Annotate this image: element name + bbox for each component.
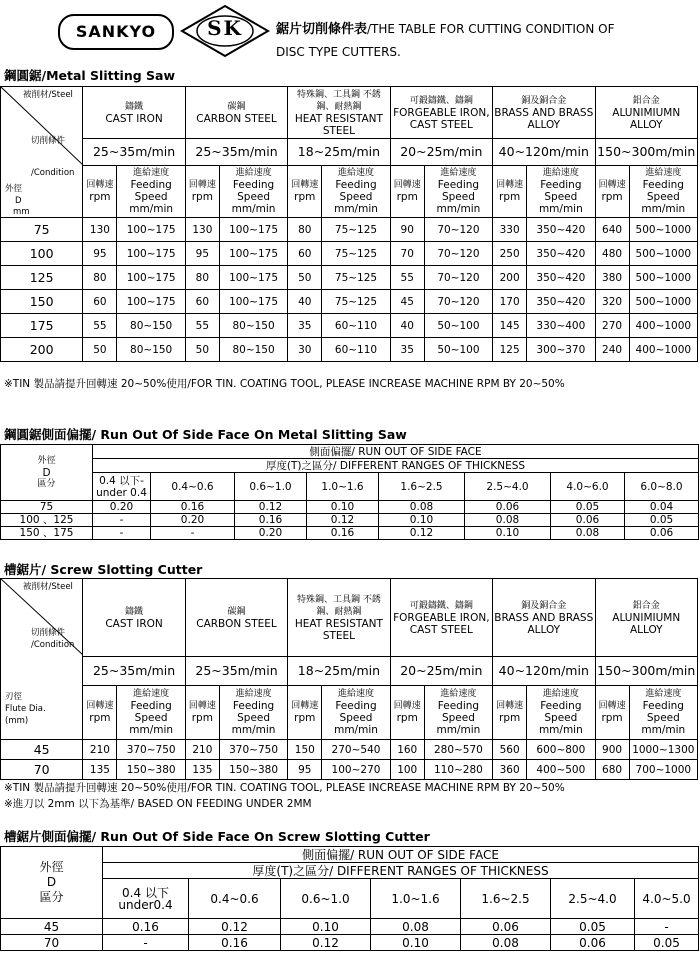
diameter-cell: 150 [1, 290, 83, 314]
table-row [1, 218, 698, 242]
runout-header: 側面偏擺/ RUN OUT OF SIDE FACE [103, 847, 699, 863]
cutting-speed: 18~25m/min [288, 657, 390, 685]
thickness-range: 6.0~8.0 [625, 473, 699, 501]
feed-header: 進給速度 Feeding Speed mm/min [527, 685, 595, 739]
rpm-header: 回轉速 rpm [595, 685, 629, 739]
value-cell: 70~120 [424, 242, 492, 266]
thickness-range: 0.4~0.6 [151, 473, 235, 501]
value-cell: 240 [595, 338, 629, 362]
runout-value: - [103, 935, 189, 951]
material-header: 鑄鐵 CAST IRON [83, 579, 185, 657]
feed-header: 進給速度 Feeding Speed mm/min [322, 685, 390, 739]
rpm-header: 回轉速 rpm [83, 165, 117, 217]
value-cell: 70 [390, 242, 424, 266]
runout-value: 0.08 [551, 527, 625, 540]
runout-value: 0.06 [461, 919, 551, 935]
value-cell: 680 [595, 760, 629, 780]
value-cell: 330~400 [527, 314, 595, 338]
value-cell: 80~150 [219, 338, 287, 362]
rpm-header: 回轉速 rpm [288, 685, 322, 739]
cutting-speed: 40~120m/min [493, 657, 595, 685]
runout-value: 0.04 [625, 501, 699, 514]
material-header: 鋁合金 ALUNIMIUMN ALLOY [595, 579, 698, 657]
value-cell: 350~420 [527, 266, 595, 290]
value-cell: 35 [390, 338, 424, 362]
diameter-cell: 70 [1, 760, 83, 780]
thickness-range: 0.4~0.6 [189, 879, 281, 919]
diameter-cell: 100 [1, 242, 83, 266]
value-cell: 70~120 [424, 266, 492, 290]
runout-value: 0.08 [379, 501, 465, 514]
value-cell: 280~570 [424, 740, 492, 760]
value-cell: 125 [493, 338, 527, 362]
value-cell: 70~120 [424, 218, 492, 242]
runout-value: 0.08 [371, 919, 461, 935]
value-cell: 75~125 [322, 266, 390, 290]
value-cell: 55 [390, 266, 424, 290]
runout-value: 0.10 [281, 919, 371, 935]
value-cell: 100~175 [117, 242, 185, 266]
runout-value: 0.05 [635, 935, 699, 951]
page-header [0, 0, 700, 62]
rpm-header: 回轉速 rpm [288, 165, 322, 217]
value-cell: 80 [83, 266, 117, 290]
metal-saw-table [0, 86, 698, 362]
table-row [1, 514, 699, 527]
table-row [1, 740, 698, 760]
rpm-header: 回轉速 rpm [83, 685, 117, 739]
thickness-range: 1.0~1.6 [307, 473, 379, 501]
value-cell: 35 [288, 314, 322, 338]
value-cell: 50 [83, 338, 117, 362]
feed-header: 進給速度 Feeding Speed mm/min [629, 685, 697, 739]
value-cell: 370~750 [117, 740, 185, 760]
thickness-header: 厚度(T)之區分/ DIFFERENT RANGES OF THICKNESS [103, 863, 699, 879]
value-cell: 100~175 [219, 242, 287, 266]
value-cell: 100~175 [219, 218, 287, 242]
value-cell: 50~100 [424, 338, 492, 362]
value-cell: 90 [390, 218, 424, 242]
table-row [1, 935, 699, 951]
rpm-header: 回轉速 rpm [390, 165, 424, 217]
feed-header: 進給速度 Feeding Speed mm/min [117, 165, 185, 217]
table-row [1, 338, 698, 362]
value-cell: 50~100 [424, 314, 492, 338]
value-cell: 40 [390, 314, 424, 338]
cutting-speed: 20~25m/min [390, 139, 492, 165]
value-cell: 300~370 [527, 338, 595, 362]
value-cell: 100~175 [219, 290, 287, 314]
runout-value: 0.10 [371, 935, 461, 951]
screw-runout-title: 槽鋸片側面偏擺/ Run Out Of Side Face On Screw Slotting Cutter [4, 829, 430, 844]
feed-header: 進給速度 Feeding Speed mm/min [219, 165, 287, 217]
thickness-range: 0.6~1.0 [235, 473, 307, 501]
material-header: 可鍛鑄鐵、鑄鋼 FORGEABLE IRON, CAST STEEL [390, 579, 492, 657]
diameter-cell: 100 、125 [1, 514, 93, 527]
value-cell: 50 [185, 338, 219, 362]
cutting-speed: 25~35m/min [185, 139, 287, 165]
value-cell: 500~1000 [629, 218, 697, 242]
cutting-speed: 150~300m/min [595, 139, 698, 165]
value-cell: 360 [493, 760, 527, 780]
diameter-cell: 75 [1, 501, 93, 514]
cutting-speed: 25~35m/min [83, 657, 185, 685]
value-cell: 150 [288, 740, 322, 760]
runout-value: 0.06 [465, 501, 551, 514]
rpm-header: 回轉速 rpm [595, 165, 629, 217]
runout-header: 側面偏擺/ RUN OUT OF SIDE FACE [93, 445, 699, 459]
runout-value: - [151, 527, 235, 540]
thickness-range: 2.5~4.0 [465, 473, 551, 501]
value-cell: 560 [493, 740, 527, 760]
value-cell: 160 [390, 740, 424, 760]
value-cell: 95 [185, 242, 219, 266]
value-cell: 135 [83, 760, 117, 780]
runout-value: 0.08 [465, 514, 551, 527]
runout-value: 0.08 [461, 935, 551, 951]
value-cell: 80 [288, 218, 322, 242]
metal-saw-note: ※TIN 製品請提升回轉速 20~50%使用/FOR TIN. COATING TOOL, PLEASE INCREASE MACHINE RPM BY 20~50% [4, 378, 565, 390]
value-cell: 100~175 [219, 266, 287, 290]
value-cell: 135 [185, 760, 219, 780]
runout-value: 0.12 [379, 527, 465, 540]
value-cell: 55 [83, 314, 117, 338]
runout-value: 0.16 [235, 514, 307, 527]
value-cell: 60~110 [322, 314, 390, 338]
material-header: 特殊鋼、工具鋼 不銹鋼、耐熱鋼 HEAT RESISTANT STEEL [288, 579, 390, 657]
rpm-header: 回轉速 rpm [390, 685, 424, 739]
table-row [1, 290, 698, 314]
runout-value: 0.20 [151, 514, 235, 527]
value-cell: 400~1000 [629, 338, 697, 362]
diameter-cell: 200 [1, 338, 83, 362]
cutting-speed: 20~25m/min [390, 657, 492, 685]
runout-value: 0.10 [465, 527, 551, 540]
value-cell: 130 [83, 218, 117, 242]
rpm-header: 回轉速 rpm [493, 165, 527, 217]
value-cell: 130 [185, 218, 219, 242]
value-cell: 60~110 [322, 338, 390, 362]
value-cell: 95 [288, 760, 322, 780]
table-corner: 被削材/Steel 切削條件 /Condition 刃徑 Flute Dia. (mm) [1, 579, 83, 740]
feed-header: 進給速度 Feeding Speed mm/min [219, 685, 287, 739]
value-cell: 270 [595, 314, 629, 338]
screw-runout-table [0, 846, 699, 951]
feed-header: 進給速度 Feeding Speed mm/min [424, 165, 492, 217]
value-cell: 900 [595, 740, 629, 760]
table-row [1, 760, 698, 780]
diameter-cell: 45 [1, 740, 83, 760]
value-cell: 60 [83, 290, 117, 314]
table-row [1, 919, 699, 935]
diameter-cell: 75 [1, 218, 83, 242]
screw-cutter-note-1: ※TIN 製品請提升回轉速 20~50%使用/FOR TIN. COATING TOOL, PLEASE INCREASE MACHINE RPM BY 20~50% [4, 782, 565, 794]
screw-cutter-note-2: ※進刀以 2mm 以下為基準/ BASED ON FEEDING UNDER 2MM [4, 798, 312, 810]
value-cell: 100 [390, 760, 424, 780]
thickness-range: 0.4 以下- under 0.4 [93, 473, 151, 501]
value-cell: 60 [185, 290, 219, 314]
value-cell: 350~420 [527, 218, 595, 242]
value-cell: 80 [185, 266, 219, 290]
cutting-speed: 150~300m/min [595, 657, 698, 685]
cutting-speed: 25~35m/min [83, 139, 185, 165]
table-row [1, 242, 698, 266]
value-cell: 55 [185, 314, 219, 338]
value-cell: 50 [288, 266, 322, 290]
thickness-range: 0.6~1.0 [281, 879, 371, 919]
value-cell: 350~420 [527, 290, 595, 314]
value-cell: 100~175 [117, 290, 185, 314]
value-cell: 30 [288, 338, 322, 362]
runout-value: 0.06 [551, 514, 625, 527]
rpm-header: 回轉速 rpm [185, 685, 219, 739]
runout-value: - [93, 514, 151, 527]
value-cell: 40 [288, 290, 322, 314]
table-row [1, 501, 699, 514]
runout-value: 0.05 [551, 919, 635, 935]
runout-value: 0.20 [235, 527, 307, 540]
value-cell: 110~280 [424, 760, 492, 780]
value-cell: 480 [595, 242, 629, 266]
value-cell: 210 [83, 740, 117, 760]
runout-value: 0.12 [307, 514, 379, 527]
feed-header: 進給速度 Feeding Speed mm/min [629, 165, 697, 217]
value-cell: 600~800 [527, 740, 595, 760]
diameter-cell: 45 [1, 919, 103, 935]
feed-header: 進給速度 Feeding Speed mm/min [527, 165, 595, 217]
thickness-range: 1.6~2.5 [461, 879, 551, 919]
value-cell: 1000~1300 [629, 740, 697, 760]
value-cell: 370~750 [219, 740, 287, 760]
thickness-range: 4.0~6.0 [551, 473, 625, 501]
rpm-header: 回轉速 rpm [493, 685, 527, 739]
metal-saw-title: 鋼圓鋸/Metal Slitting Saw [4, 68, 176, 83]
value-cell: 150~380 [117, 760, 185, 780]
table-corner: 被削材/Steel 切削條件 /Condition 外徑 D mm [1, 87, 83, 218]
material-header: 特殊鋼、工具鋼 不銹鋼、耐熱鋼 HEAT RESISTANT STEEL [288, 87, 390, 139]
material-header: 碳鋼 CARBON STEEL [185, 87, 287, 139]
value-cell: 400~1000 [629, 314, 697, 338]
sankyo-logo: SANKYO [58, 14, 174, 50]
table-row [1, 266, 698, 290]
runout-value: 0.10 [307, 501, 379, 514]
material-header: 可鍛鑄鐵、鑄鋼 FORGEABLE IRON, CAST STEEL [390, 87, 492, 139]
thickness-range: 2.5~4.0 [551, 879, 635, 919]
value-cell: 75~125 [322, 242, 390, 266]
value-cell: 95 [83, 242, 117, 266]
thickness-range: 1.0~1.6 [371, 879, 461, 919]
thickness-header: 厚度(T)之區分/ DIFFERENT RANGES OF THICKNESS [93, 459, 699, 473]
table-row [1, 314, 698, 338]
runout-value: 0.16 [307, 527, 379, 540]
sk-mark: SK [207, 16, 243, 40]
runout-value: 0.16 [103, 919, 189, 935]
diameter-cell: 70 [1, 935, 103, 951]
runout-value: 0.12 [281, 935, 371, 951]
cutting-speed: 25~35m/min [185, 657, 287, 685]
value-cell: 70~120 [424, 290, 492, 314]
metal-runout-corner: 外徑 D 區分 [1, 445, 93, 501]
value-cell: 330 [493, 218, 527, 242]
runout-value: 0.16 [189, 935, 281, 951]
value-cell: 270~540 [322, 740, 390, 760]
thickness-range: 1.6~2.5 [379, 473, 465, 501]
value-cell: 145 [493, 314, 527, 338]
value-cell: 210 [185, 740, 219, 760]
runout-value: 0.10 [379, 514, 465, 527]
screw-cutter-title: 槽鋸片/ Screw Slotting Cutter [4, 562, 203, 577]
runout-value: 0.06 [551, 935, 635, 951]
material-header: 銅及銅合金 BRASS AND BRASS ALLOY [493, 87, 595, 139]
value-cell: 500~1000 [629, 290, 697, 314]
value-cell: 700~1000 [629, 760, 697, 780]
runout-value: 0.12 [235, 501, 307, 514]
thickness-range: 0.4 以下 under0.4 [103, 879, 189, 919]
page-title: 鋸片切削條件表/THE TABLE FOR CUTTING CONDITION OF DISC TYPE CUTTERS. [276, 22, 615, 59]
diameter-cell: 150 、175 [1, 527, 93, 540]
value-cell: 80~150 [117, 338, 185, 362]
value-cell: 75~125 [322, 218, 390, 242]
value-cell: 45 [390, 290, 424, 314]
runout-value: 0.16 [151, 501, 235, 514]
runout-value: - [93, 527, 151, 540]
value-cell: 150~380 [219, 760, 287, 780]
material-header: 鋁合金 ALUNIMIUMN ALLOY [595, 87, 698, 139]
screw-runout-corner: 外徑 D 區分 [1, 847, 103, 919]
metal-runout-title: 鋼圓鋸側面偏擺/ Run Out Of Side Face On Metal Slitting Saw [4, 427, 407, 442]
runout-value: - [635, 919, 699, 935]
value-cell: 75~125 [322, 290, 390, 314]
metal-runout-table [0, 444, 699, 540]
material-header: 碳鋼 CARBON STEEL [185, 579, 287, 657]
rpm-header: 回轉速 rpm [185, 165, 219, 217]
value-cell: 380 [595, 266, 629, 290]
feed-header: 進給速度 Feeding Speed mm/min [322, 165, 390, 217]
value-cell: 100~175 [117, 266, 185, 290]
feed-header: 進給速度 Feeding Speed mm/min [117, 685, 185, 739]
runout-value: 0.05 [625, 514, 699, 527]
value-cell: 80~150 [117, 314, 185, 338]
value-cell: 500~1000 [629, 242, 697, 266]
runout-value: 0.12 [189, 919, 281, 935]
value-cell: 320 [595, 290, 629, 314]
runout-value: 0.06 [625, 527, 699, 540]
diameter-cell: 125 [1, 266, 83, 290]
value-cell: 170 [493, 290, 527, 314]
cutting-speed: 18~25m/min [288, 139, 390, 165]
value-cell: 400~500 [527, 760, 595, 780]
value-cell: 250 [493, 242, 527, 266]
feed-header: 進給速度 Feeding Speed mm/min [424, 685, 492, 739]
value-cell: 100~270 [322, 760, 390, 780]
table-row [1, 527, 699, 540]
value-cell: 100~175 [117, 218, 185, 242]
material-header: 銅及銅合金 BRASS AND BRASS ALLOY [493, 579, 595, 657]
diameter-cell: 175 [1, 314, 83, 338]
value-cell: 500~1000 [629, 266, 697, 290]
cutting-speed: 40~120m/min [493, 139, 595, 165]
screw-cutter-table [0, 578, 698, 780]
material-header: 鑄鐵 CAST IRON [83, 87, 185, 139]
thickness-range: 4.0~5.0 [635, 879, 699, 919]
value-cell: 350~420 [527, 242, 595, 266]
value-cell: 80~150 [219, 314, 287, 338]
value-cell: 60 [288, 242, 322, 266]
value-cell: 640 [595, 218, 629, 242]
runout-value: 0.20 [93, 501, 151, 514]
runout-value: 0.05 [551, 501, 625, 514]
value-cell: 200 [493, 266, 527, 290]
